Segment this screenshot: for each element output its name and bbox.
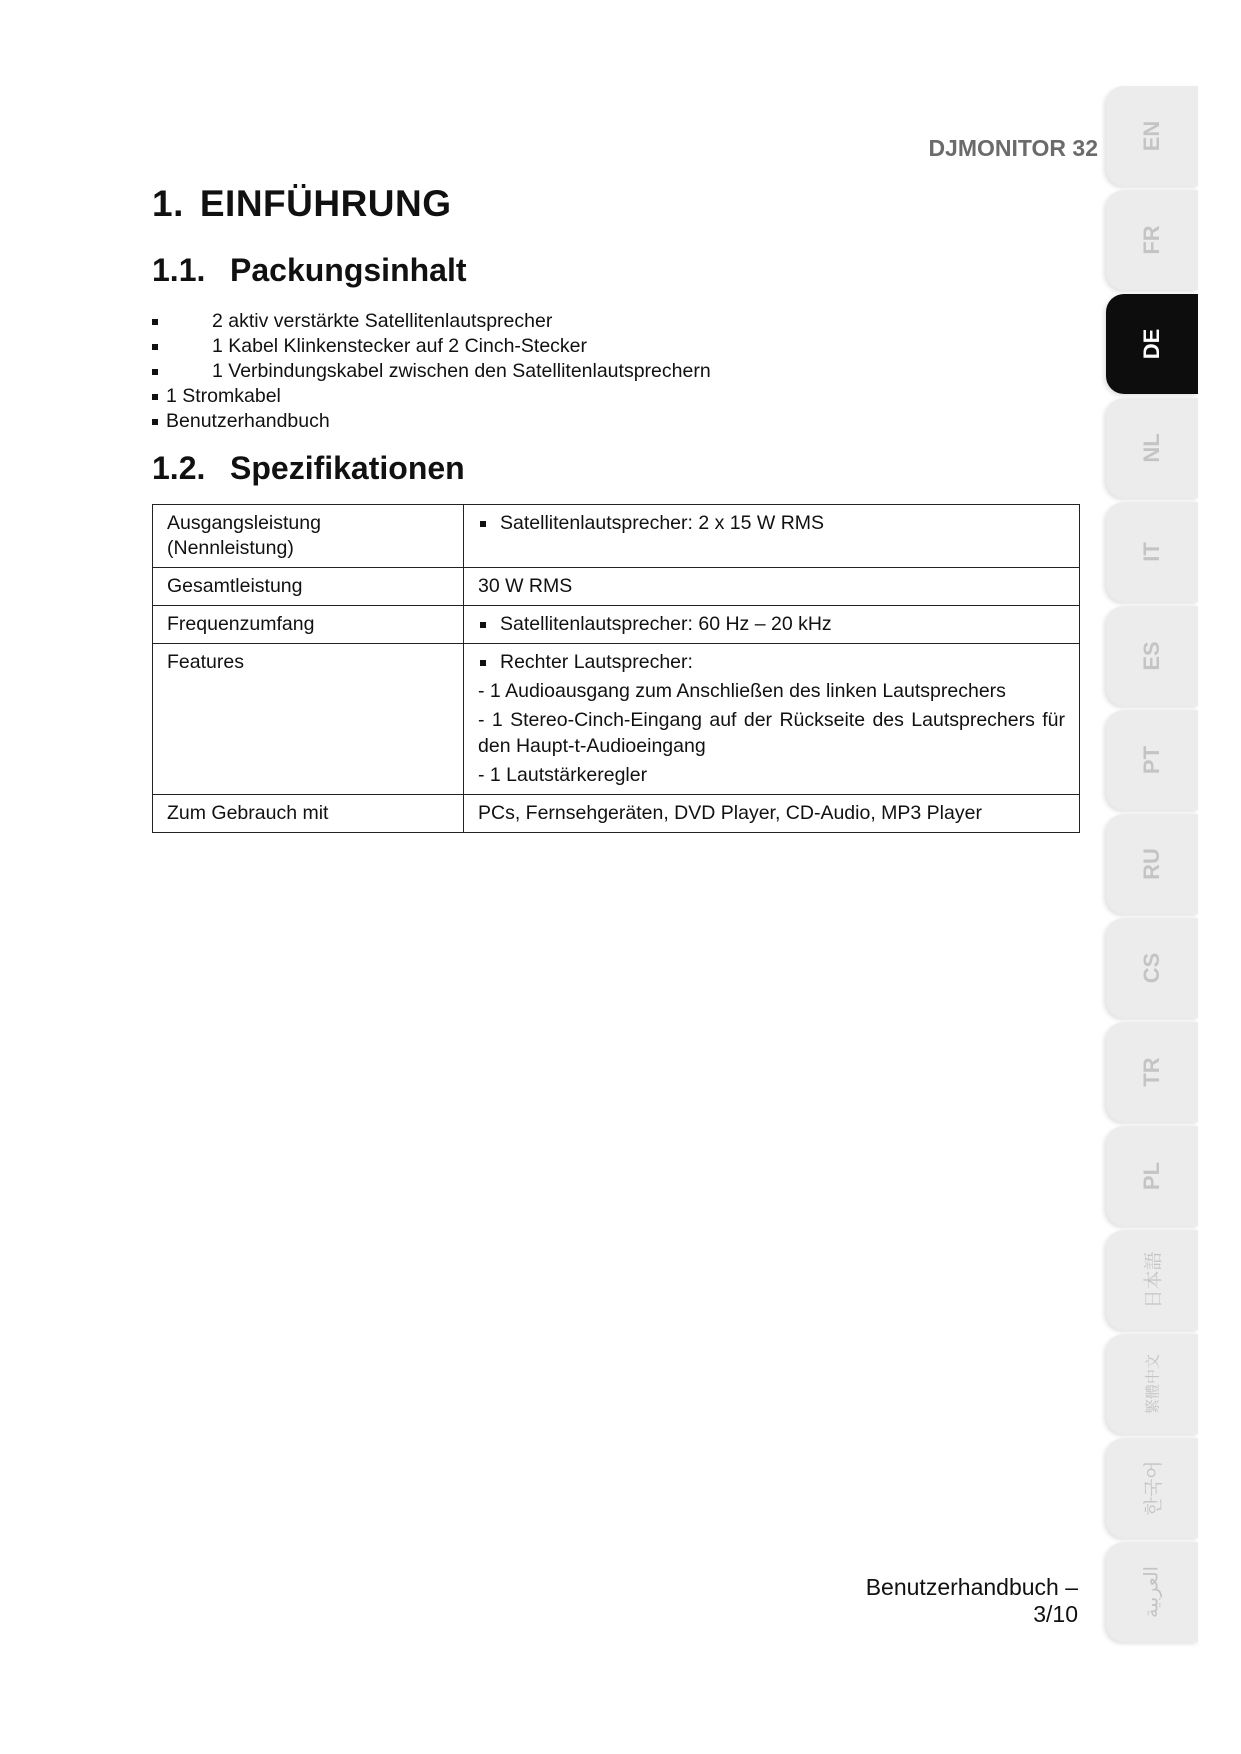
subsection-title: Spezifikationen <box>230 450 465 486</box>
spec-table <box>152 504 1080 833</box>
table-row <box>153 606 1080 644</box>
spec-label: Zum Gebrauch mit <box>153 795 464 833</box>
feature-heading: Rechter Lautsprecher: <box>478 650 1065 675</box>
tab-language-ko[interactable]: 한국어 <box>1106 1438 1198 1538</box>
list-item: 1 Stromkabel <box>152 384 711 409</box>
bullet-icon <box>480 660 486 666</box>
feature-line: - 1 Stereo-Cinch-Eingang auf der Rückseite des Lautsprechers für den Haupt-t-Audioeingang <box>478 709 1065 757</box>
tab-language-tr[interactable]: TR <box>1106 1022 1198 1122</box>
spec-value: Satellitenlautsprecher: 60 Hz – 20 kHz <box>464 606 1080 644</box>
table-row <box>153 568 1080 606</box>
bullet-icon <box>152 319 158 325</box>
table-row <box>153 505 1080 568</box>
tab-language-ar[interactable]: العربية <box>1106 1542 1198 1642</box>
section-number: 1. <box>152 183 184 224</box>
tab-language-zh-tw[interactable]: 繁體中文 <box>1106 1334 1198 1434</box>
list-item: 1 Verbindungskabel zwischen den Satellitenlautsprechern <box>152 359 711 384</box>
bullet-icon <box>480 521 486 527</box>
bullet-icon <box>152 369 158 375</box>
tab-language-nl[interactable]: NL <box>1106 398 1198 498</box>
list-item: 2 aktiv verstärkte Satellitenlautsprecher <box>152 309 711 334</box>
tab-language-ja[interactable]: 日本語 <box>1106 1230 1198 1330</box>
tab-language-pl[interactable]: PL <box>1106 1126 1198 1226</box>
spec-label: Frequenzumfang <box>153 606 464 644</box>
tab-language-it[interactable]: IT <box>1106 502 1198 602</box>
bullet-icon <box>152 344 158 350</box>
spec-value: PCs, Fernsehgeräten, DVD Player, CD-Audio, MP3 Player <box>464 795 1080 833</box>
bullet-icon <box>152 419 158 425</box>
subsection-number: 1.1. <box>152 252 206 288</box>
tab-language-pt[interactable]: PT <box>1106 710 1198 810</box>
feature-line: - 1 Audioausgang zum Anschließen des linken Lautsprechers <box>478 680 1006 702</box>
product-name: DJMONITOR 32 <box>928 135 1098 161</box>
subsection-heading-packaging <box>152 252 467 289</box>
table-row <box>153 644 1080 795</box>
section-heading-intro <box>152 183 452 225</box>
spec-value: Satellitenlautsprecher: 2 x 15 W RMS <box>464 505 1080 568</box>
tab-language-es[interactable]: ES <box>1106 606 1198 706</box>
tab-language-ru[interactable]: RU <box>1106 814 1198 914</box>
subsection-heading-specs <box>152 450 465 487</box>
subsection-title: Packungsinhalt <box>230 252 467 288</box>
page-footer: Benutzerhandbuch – 3/10 <box>865 1574 1078 1627</box>
spec-value <box>464 644 1080 795</box>
spec-label: Features <box>153 644 464 795</box>
table-row <box>153 795 1080 833</box>
bullet-icon <box>480 622 486 628</box>
packaging-list <box>152 309 711 434</box>
list-item: Benutzerhandbuch <box>152 409 711 434</box>
tab-language-fr[interactable]: FR <box>1106 190 1198 290</box>
tab-language-de[interactable]: DE <box>1106 294 1198 394</box>
subsection-number: 1.2. <box>152 450 206 486</box>
spec-value: 30 W RMS <box>464 568 1080 606</box>
section-title: EINFÜHRUNG <box>199 183 452 224</box>
bullet-icon <box>152 394 158 400</box>
feature-line: - 1 Lautstärkeregler <box>478 764 648 786</box>
spec-label: Gesamtleistung <box>153 568 464 606</box>
spec-label: Ausgangsleistung (Nennleistung) <box>153 505 464 568</box>
tab-language-cs[interactable]: CS <box>1106 918 1198 1018</box>
tab-language-en[interactable]: EN <box>1106 86 1198 186</box>
list-item: 1 Kabel Klinkenstecker auf 2 Cinch-Stecker <box>152 334 711 359</box>
